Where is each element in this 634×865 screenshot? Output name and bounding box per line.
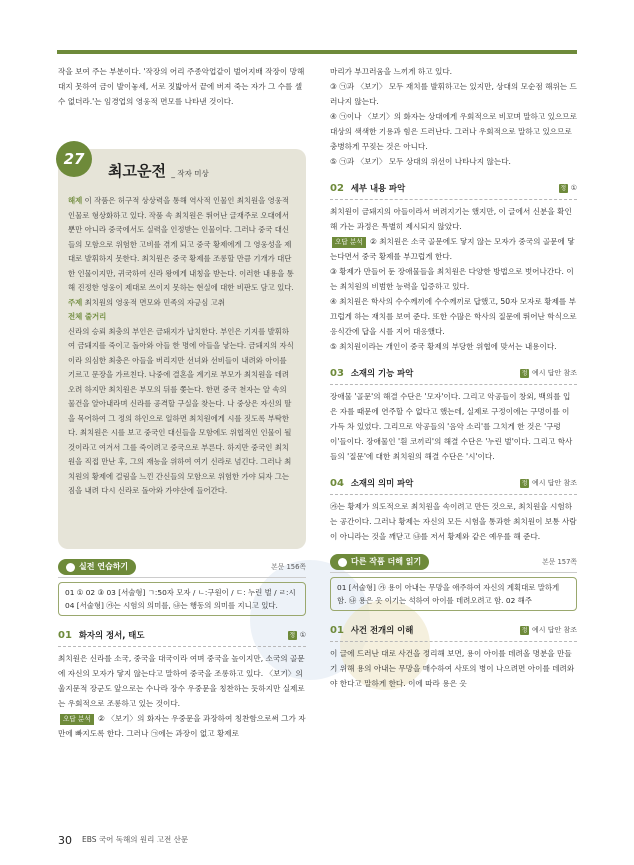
- theme-line: [68, 296, 296, 311]
- more-reading-header: [330, 554, 577, 570]
- practice-answers: 01 ① 02 ③ 03 [서술형] ㄱ:50자 모자 / ㄴ:구원이 / ㄷ: 누린 벌 / ㄹ:시 04 [서술형] ㉮는 시험의 의미를, ㉯는 행동의 의미를 지니고 있다.: [58, 582, 306, 616]
- work-summary-text: [68, 194, 296, 499]
- theme-content: 최치원의 영웅적 면모와 민족의 자긍심 고취: [84, 297, 225, 307]
- question-05-title-wrap: [330, 623, 413, 638]
- question-05-ref-text: 예시 답안 참조: [531, 626, 577, 634]
- right-column: [330, 64, 577, 691]
- question-03-header: [330, 366, 577, 381]
- question-05-ref: [520, 623, 577, 638]
- question-01-mark: ①: [299, 631, 306, 639]
- practice-divider: [58, 577, 306, 578]
- question-04-ref: [520, 476, 577, 491]
- question-04-ref-text: 예시 답안 참조: [531, 479, 577, 487]
- answer-icon: 정: [289, 632, 296, 639]
- question-04-divider: [330, 494, 577, 495]
- summary-label: 해제: [68, 196, 83, 205]
- question-02-title: 세부 내용 파악: [350, 183, 406, 193]
- page-footer: [58, 834, 188, 847]
- question-03-divider: [330, 384, 577, 385]
- plot-label: 전체 줄거리: [68, 312, 107, 321]
- work-number-badge: 27: [56, 141, 92, 177]
- question-03-title-wrap: [330, 366, 413, 381]
- practice-header: [58, 559, 306, 575]
- question-03-body: 장애물 '골문'의 해결 수단은 '모자'이다. 그리고 악공들이 창외, 백의를 입은 자를 때문에 연주할 수 없다고 했는데, 실제로 구정이에는 구멍이를 이 가득 차 있었다. 그리므로 악공들의 '음악 소리'를 그치게 한 것은 '구렁이'들이다. 장애물인 '흰 코끼리'의 해결 수단은 '누린 벌'이다. 그리고 학사들의 '질문'에 대한 최치원의 해결 수단은 '시'이다.: [330, 392, 573, 461]
- book-icon: [338, 558, 347, 567]
- question-04-title-wrap: [330, 476, 413, 491]
- question-04-title: 소재의 의미 파악: [350, 478, 414, 488]
- question-01-title: 화자의 정서, 태도: [78, 630, 145, 640]
- question-02-wrong: [330, 234, 577, 264]
- question-01-body: 최치원은 신라를 소국, 중국을 대국이라 여며 중국을 높이지만, 소국의 골문에 자신의 모자가 닿지 않는다고 말하여 중국을 조롱하고 있다. 〈보기〉의 울지문적 장군도 앞으로는 수나라 장수 우중문을 칭찬하는 듯하지만 실제로는 우회적으로 조롱하고 있는 것이다.: [58, 654, 305, 708]
- question-02-title-wrap: [330, 181, 405, 196]
- question-03-title: 소재의 기능 파악: [350, 368, 414, 378]
- question-02-answer: [559, 181, 577, 196]
- question-01-header: [58, 628, 306, 643]
- work-title-text: 최고운전: [108, 162, 166, 180]
- theme-label: 주제: [68, 297, 83, 307]
- continued-text: 마리가 부끄러움을 느끼게 하고 있다.: [330, 67, 453, 76]
- answer-icon: 정: [521, 370, 528, 377]
- question-01-wrong-text: ② 〈보기〉의 화자는 우중문을 과장하여 칭찬함으로써 그가 자만에 빠지도록 한다. 그러나 ㉠에는 과장이 없고 황제로: [58, 714, 306, 738]
- continued-item: ⑤ ㉠과 〈보기〉 모두 상대의 위선이 나타나지 않는다.: [330, 157, 511, 166]
- answer-icon: 정: [521, 627, 528, 634]
- question-04-body: ㉮는 황제가 의도적으로 최치원을 속이려고 만든 것으로, 최치원을 시험하는 공간이다. 그러나 황제는 자신의 모든 시험을 통과한 최치원이 보통 사람이 아니라는 것을 깨닫고 ㉯를 저서 황제와 같은 예우를 해 준다.: [330, 502, 577, 541]
- question-02-body: 최치원이 금돼지의 아들이라서 버려지기는 했지만, 이 글에서 신분을 확인해 가는 과정은 특별히 제시되지 않았다.: [330, 207, 572, 231]
- more-reading-divider: [330, 572, 577, 573]
- wrong-analysis-tag: 오답 분석: [332, 237, 366, 248]
- more-reading-page-ref: 본문 157쪽: [542, 557, 577, 566]
- question-02-header: [330, 181, 577, 196]
- continued-item: ④ ㉠이나 〈보기〉의 화자는 상대에게 우회적으로 비꼬며 말하고 있으므로 대상의 색색한 기용과 힘은 드러난다. 그러나 우회적으로 말하고 있으므로 충병하게 꾸짖는 것은 아니다.: [330, 112, 577, 151]
- question-02-item: ② 최치원은 소국 골문에도 닿지 않는 모자가 중국의 골문에 닿는다면서 중국 황제를 부끄럽게 한다.: [330, 237, 575, 261]
- question-03-ref: [520, 366, 577, 381]
- answer-icon: 정: [560, 185, 567, 192]
- question-01-title-wrap: [58, 628, 145, 643]
- check-icon: [66, 563, 75, 572]
- question-05-divider: [330, 641, 577, 642]
- work-summary-box: [58, 149, 306, 549]
- question-04-number: 04: [330, 478, 344, 489]
- question-02-divider: [330, 199, 577, 200]
- question-01-divider: [58, 646, 306, 647]
- answer-icon: 정: [521, 480, 528, 487]
- question-01-wrong: [58, 711, 306, 741]
- question-02-number: 02: [330, 183, 344, 194]
- continued-item: ③ ㉠과 〈보기〉 모두 재치를 발휘하고는 있지만, 상대의 모순점 해위는 드러나지 않는다.: [330, 82, 577, 106]
- page-number: 30: [58, 834, 72, 847]
- left-column: [58, 64, 306, 741]
- practice-label: 실전 연습하기: [79, 562, 129, 571]
- question-05-header: [330, 623, 577, 638]
- question-05-body: 이 글에 드러난 대로 사건을 정리해 보면, 용이 아이를 데려올 명분을 만들기 위해 용의 아내는 무망을 매수하여 사또의 병이 나으려면 아이를 데려와야 한다고 말하게 한다. 이에 따라 용은 옷: [330, 649, 575, 688]
- more-reading-label: 다른 작품 더해 읽기: [351, 557, 422, 566]
- practice-page-ref: 본문 156쪽: [271, 562, 306, 571]
- plot-heading: [68, 310, 296, 325]
- wrong-analysis-tag: 오답 분석: [60, 714, 94, 725]
- more-reading-answers: 01 [서술형] ㉮ 용이 아내는 무망을 애주하여 자신의 계획대로 말하게 함. ㉯ 용은 옷 이기는 석하여 아이를 데려오려고 함. 02 해주: [330, 577, 577, 611]
- question-04-header: [330, 476, 577, 491]
- question-03-ref-text: 예시 답안 참조: [531, 369, 577, 377]
- question-05-title: 사건 전개의 이해: [350, 625, 414, 635]
- practice-pill: [58, 559, 136, 575]
- summary-content: 이 작품은 허구적 상상력을 통해 역사적 인물인 최치원을 영웅적 인물로 형상화하고 있다. 작품 속 최치원은 뛰어난 글재주로 오대에서뿐만 아니라 중국에서도 실력을 인정받는 인물이다. 그러나 중국 대신들의 모함으로 위험한 고비를 겪게 되고 중국 황제에게 그 영웅성을 제대로 발휘하지 못한다. 최치원은 중국 황제를 조롱할 만큼 기개가 대단한 인물이지만, 귀국하여 신라 왕에게 내칭을 받는다. 이러한 내용을 통해 진정한 영웅이 제대로 쓰이지 못하는 현실에 대한 비판도 담고 있다.: [68, 196, 294, 292]
- footer-title: EBS 국어 독해의 원리 고전 산문: [82, 835, 189, 844]
- work-title: [108, 161, 296, 184]
- question-02-mark: ①: [570, 184, 577, 192]
- intro-paragraph: 작을 보여 주는 부분이다. '작장의 어리 주종악업같이 벌어지배 작장이 망해 대지 못하여 금이 발이놓세, 서로 짓밟아서 끝에 버져 죽는 자가 그 수를 셀 수 없더라.'는 임경업의 영웅적 면모를 나타낸 것이다.: [58, 67, 305, 106]
- work-author: _ 작자 미상: [171, 169, 209, 178]
- more-reading-pill: [330, 554, 429, 570]
- plot-content: 신라의 승뢰 최충의 부인은 금돼지가 납치한다. 부인은 기지를 발휘하여 금돼지를 죽이고 돌아와 아들 한 명에 아들을 낳는다. 금돼지의 자식이라 의심한 최충은 아들을 버리지만 선녀와 선비들이 내려와 아이를 기르고 문장을 가르친다. 나중에 결혼을 계기로 부모가 최치원을 데려오려 하지만 최치원은 부모의 뒤를 쫓는다. 한편 중국 천자는 알 속의 물건을 알아내라며 신라를 공격할 구실을 찾는다. 나 중상은 자신의 딸을 목어하여 그 정의 하인으로 일하면 최치원에게 시를 짓도록 부탁한다. 최치원은 시를 보고 중국인 대신들을 모함에도 위협적인 인물이 될 것이라고 여겨서 그를 죽이려고 중국으로 부른다. 하지만 중국인 최치원을 직접 만난 후, 그의 재능을 위하여 여기 신라로 넘긴다. 그러나 최치원의 황제에 걸림을 느낀 간신들의 모함으로 위험한 가야 되자 그는 짐을 내려 다시 신라로 돌아와 가야산에 들어간다.: [68, 326, 294, 495]
- question-03-number: 03: [330, 368, 344, 379]
- question-02-item: ④ 최치원은 학사의 수수께끼에 수수께끼로 답했고, 50자 모자로 황제를 부끄럽게 하는 재치를 보여 준다. 또한 수많은 학사의 질문에 뛰어난 학식으로 응식간에 답을 시를 지어 대응했다.: [330, 297, 577, 336]
- top-rule: [57, 50, 577, 54]
- question-01-number: 01: [58, 630, 72, 641]
- question-01-answer: [288, 628, 306, 643]
- summary-line: [68, 194, 296, 296]
- question-02-item: ⑤ 최치원이라는 개인이 중국 황제의 부당한 위협에 맞서는 내용이다.: [330, 342, 557, 351]
- question-02-item: ③ 황제가 만들어 둔 장애물들을 최치원은 다양한 방법으로 벗어나간다. 이는 최치원의 비범한 능력을 입증하고 있다.: [330, 267, 574, 291]
- question-05-number: 01: [330, 625, 344, 636]
